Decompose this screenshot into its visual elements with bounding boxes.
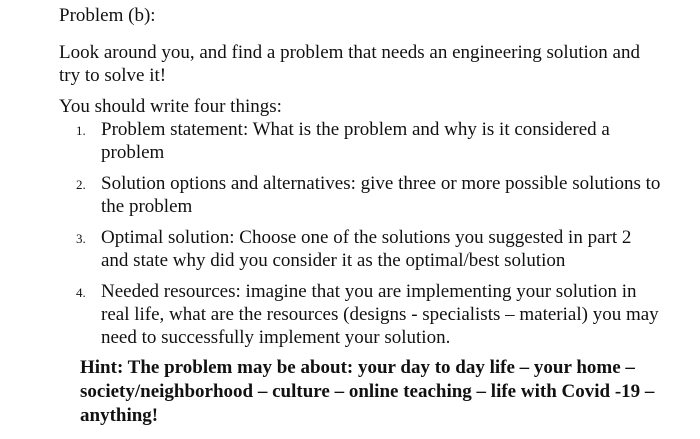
list-item-text: Problem statement: What is the problem and why is it considered a problem bbox=[101, 119, 610, 163]
list-item-number: 3. bbox=[76, 231, 86, 246]
problem-intro: Look around you, and find a problem that needs an engineering solution and try to solve it! bbox=[59, 42, 640, 86]
list-lead-text: You should write four things: bbox=[59, 96, 282, 117]
list-item-text: Optimal solution: Choose one of the solutions you suggested in part 2 and state why did you consider it as the optimal/best solution bbox=[101, 227, 632, 271]
list-item-text: Solution options and alternatives: give three or more possible solutions to the problem bbox=[101, 173, 661, 217]
list-item-problem-statement bbox=[76, 118, 661, 164]
list-item-number: 1. bbox=[76, 123, 86, 138]
list-item-number: 2. bbox=[76, 177, 86, 192]
list-item-solution-options bbox=[76, 172, 661, 218]
hint-text: Hint: The problem may be about: your day to day life – your home – society/neighborhood – culture – online teaching – life with Covid -19 – anything! bbox=[80, 357, 655, 426]
problem-title: Problem (b): bbox=[59, 5, 156, 26]
list-item-text: Needed resources: imagine that you are implementing your solution in real life, what are the resources (designs - specialists – material) you may need to successfully implement your solution. bbox=[101, 281, 659, 348]
list-item-optimal-solution bbox=[76, 226, 661, 272]
list-item-number: 4. bbox=[76, 285, 86, 300]
list-item-needed-resources bbox=[76, 280, 661, 349]
